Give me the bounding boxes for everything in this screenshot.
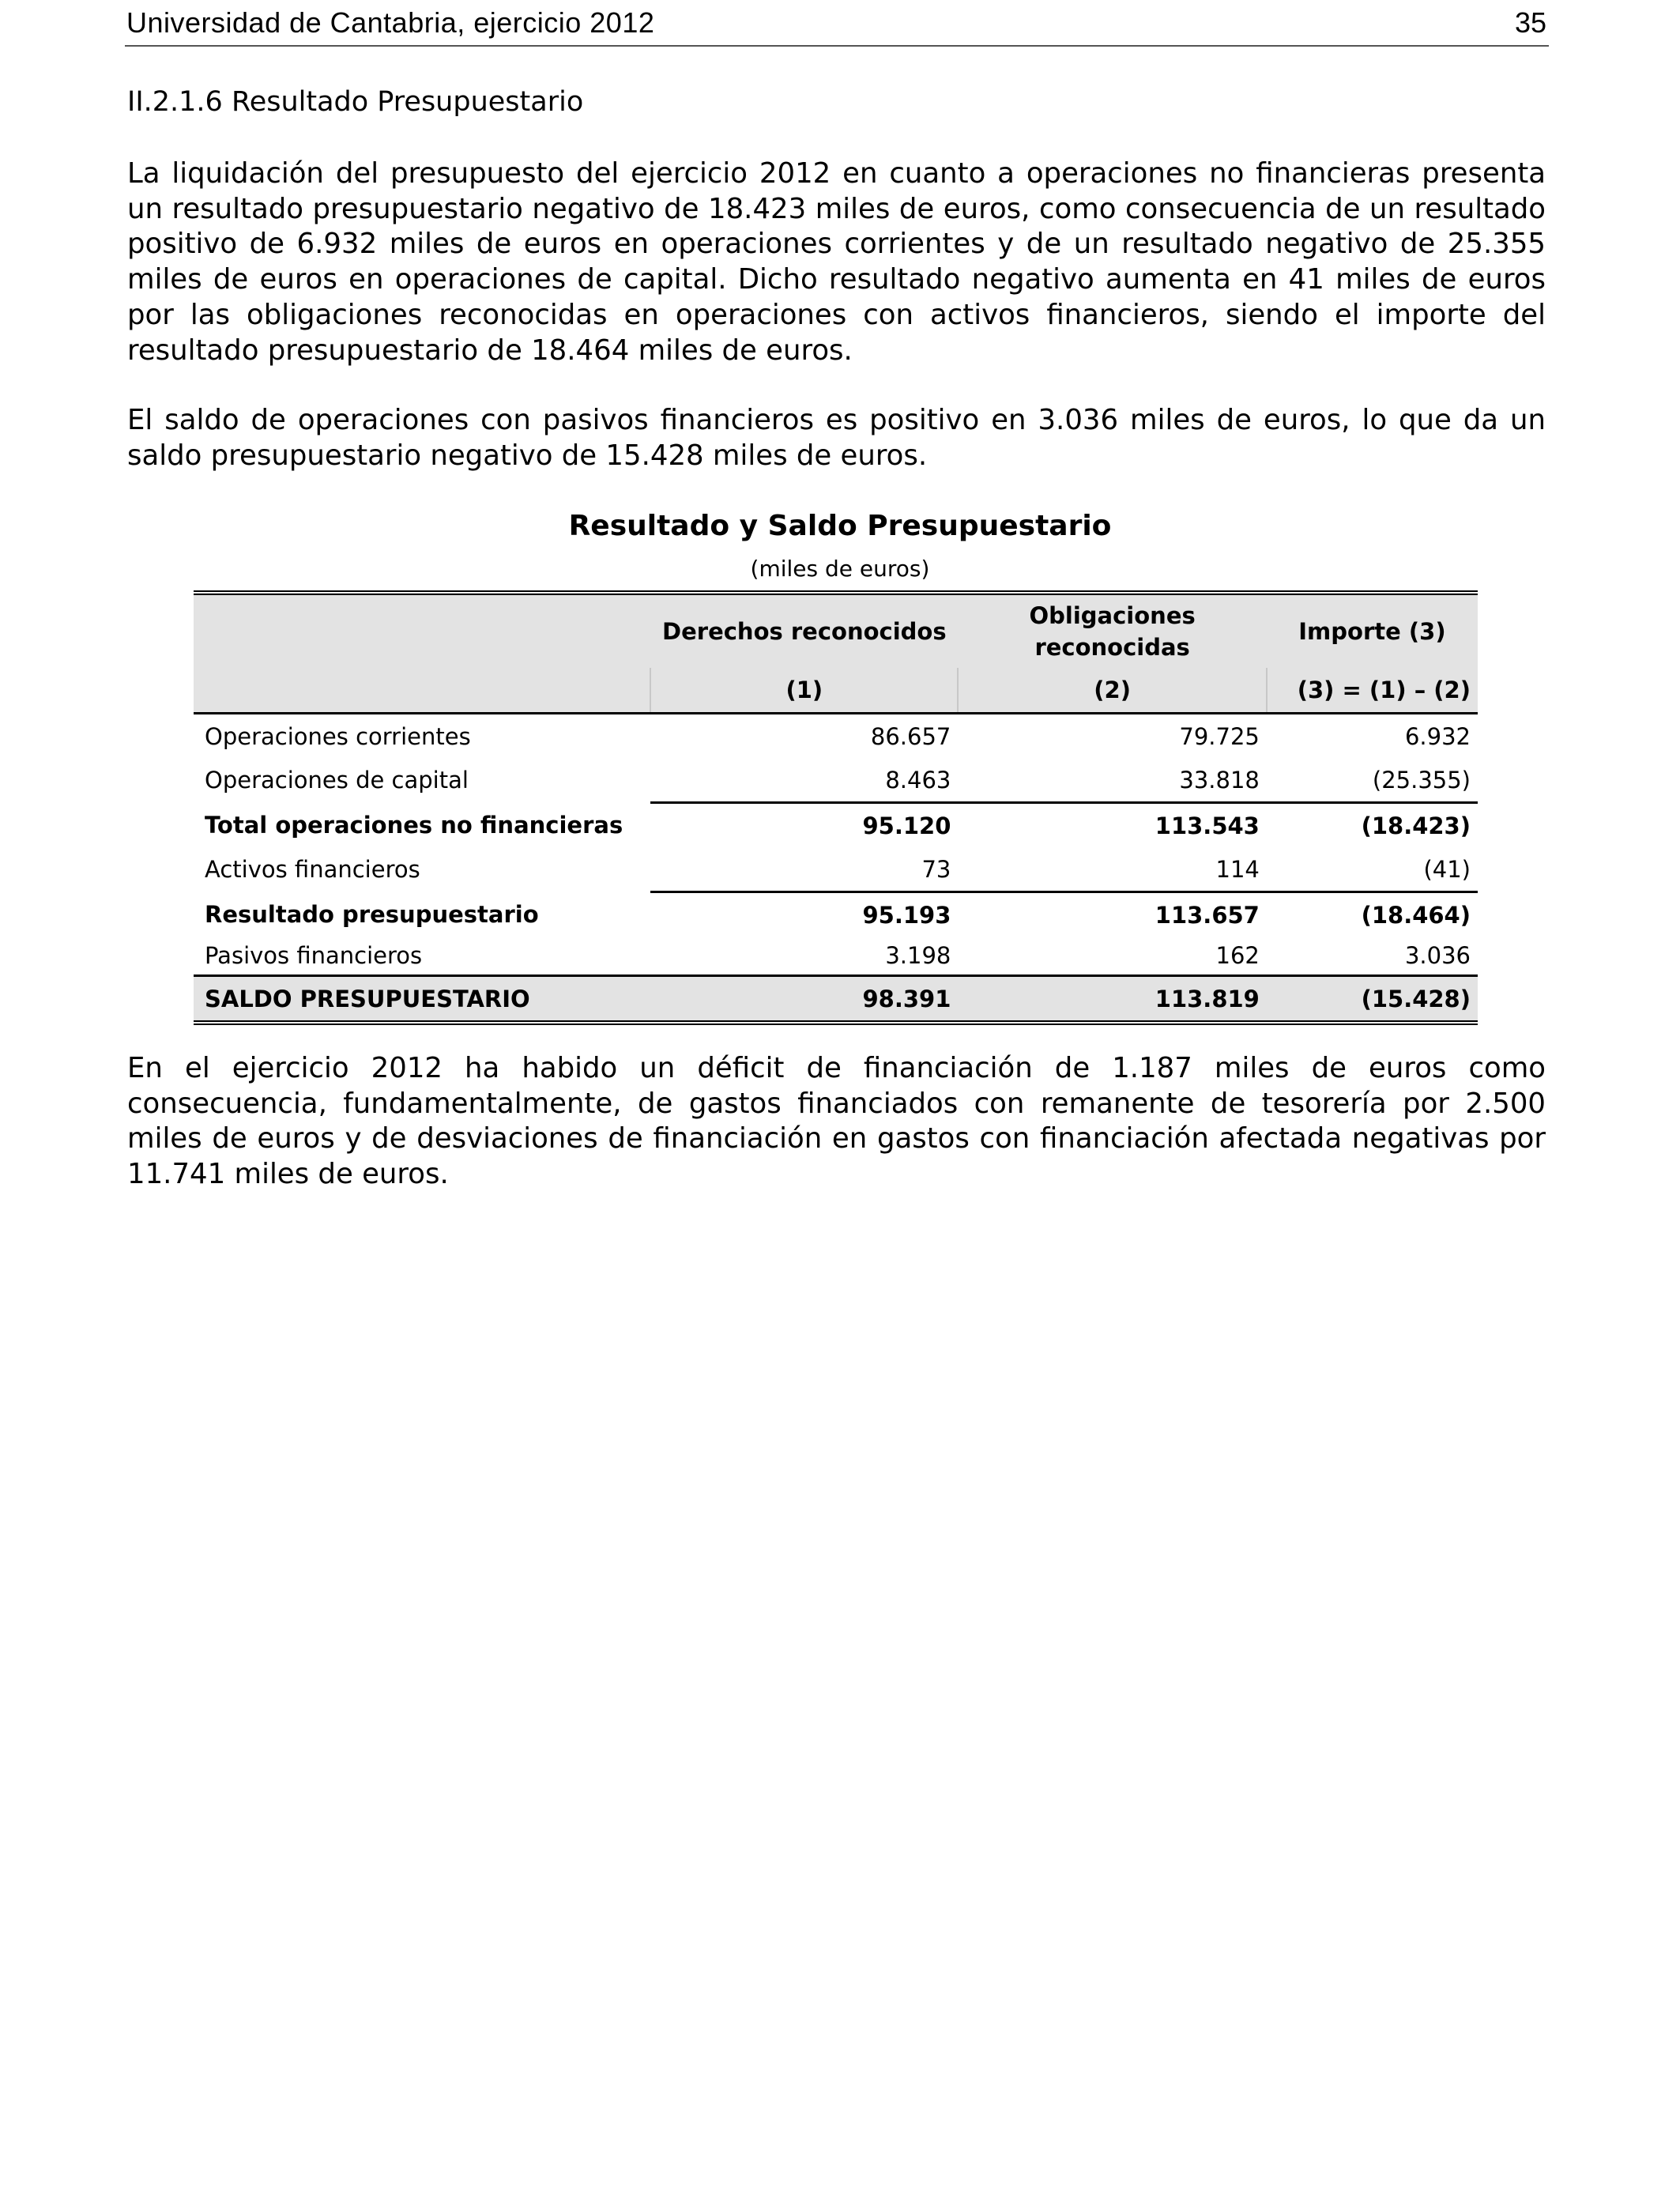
- cell-importe: (25.355): [1372, 766, 1471, 794]
- table-row-saldo: [194, 976, 1478, 1023]
- cell-obligaciones: 114: [1215, 855, 1260, 883]
- cell-obligaciones: 113.819: [958, 976, 1266, 1023]
- cell-obligaciones: 162: [1215, 942, 1260, 969]
- paragraph-deficit: En el ejercicio 2012 ha habido un déficit de financiación de 1.187 miles de euros como consecuencia, fundamentalmente, de gastos financiados con remanente de tesorería por 2.500 miles de euros y de desviaciones de financiación en gastos con financiación afectada negativas por 11.741 miles de euros.: [127, 1052, 1546, 1191]
- cell-importe: (15.428): [1267, 976, 1478, 1023]
- table-header-row: [194, 593, 1478, 668]
- cell-derechos: 95.193: [650, 892, 958, 937]
- cell-derechos: 73: [921, 855, 951, 883]
- table-subtitle: (miles de euros): [750, 556, 930, 582]
- row-label: Activos financieros: [205, 856, 420, 884]
- table-subheader-row: [194, 668, 1478, 714]
- paragraph-resultado: La liquidación del presupuesto del ejercicio 2012 en cuanto a operaciones no financieras presenta un resultado presupuestario negativo de 18.423 miles de euros, como consecuencia de un resultado positivo de 6.932 miles de euros en operaciones corrientes y de un resultado negativo de 25.355 miles de euros en operaciones de capital. Dicho resultado negativo aumenta en 41 miles de euros por las obligaciones reconocidas en operaciones con activos financieros, siendo el importe del resultado presupuestario de 18.464 miles de euros.: [127, 157, 1546, 367]
- table-row: [194, 847, 1478, 892]
- subheader-col2: (2): [958, 668, 1266, 714]
- budget-result-table: [194, 590, 1478, 1025]
- row-label: SALDO PRESUPUESTARIO: [194, 976, 650, 1023]
- cell-derechos: 98.391: [650, 976, 958, 1023]
- cell-importe: (41): [1423, 855, 1471, 883]
- row-label: Operaciones corrientes: [205, 722, 471, 750]
- header-importe: Importe (3): [1267, 593, 1478, 668]
- table-title: Resultado y Saldo Presupuestario: [568, 510, 1112, 542]
- cell-importe: 3.036: [1404, 942, 1471, 969]
- cell-importe: (18.464): [1267, 892, 1478, 937]
- paragraph-saldo: El saldo de operaciones con pasivos financieros es positivo en 3.036 miles de euros, lo que da un saldo presupuestario negativo de 15.428 miles de euros.: [127, 404, 1546, 472]
- cell-obligaciones: 79.725: [1179, 722, 1260, 750]
- page-number: 35: [1515, 6, 1547, 39]
- header-empty-cell: [194, 593, 650, 668]
- cell-derechos: 95.120: [650, 803, 958, 848]
- subheader-col1: (1): [650, 668, 958, 714]
- table-row: [194, 937, 1478, 976]
- table-row: [194, 714, 1478, 759]
- row-label: Pasivos financieros: [205, 942, 423, 969]
- header-rule: [125, 45, 1549, 47]
- table-row-total: [194, 803, 1478, 848]
- cell-importe: 6.932: [1404, 722, 1471, 750]
- table-row-total: [194, 892, 1478, 937]
- subheader-empty-cell: [194, 668, 650, 714]
- cell-importe: (18.423): [1267, 803, 1478, 848]
- cell-derechos: 3.198: [885, 942, 951, 969]
- cell-derechos: 8.463: [885, 766, 951, 794]
- table-row: [194, 758, 1478, 803]
- header-obligaciones: Obligaciones reconocidas: [958, 593, 1266, 668]
- row-label: Operaciones de capital: [205, 767, 469, 794]
- subheader-col3: (3) = (1) – (2): [1267, 668, 1478, 714]
- running-header-title: Universidad de Cantabria, ejercicio 2012: [126, 6, 655, 39]
- cell-derechos: 86.657: [870, 722, 951, 750]
- section-heading: II.2.1.6 Resultado Presupuestario: [127, 86, 584, 118]
- cell-obligaciones: 33.818: [1179, 766, 1260, 794]
- cell-obligaciones: 113.543: [958, 803, 1266, 848]
- row-label: Total operaciones no financieras: [205, 811, 623, 839]
- header-derechos: Derechos reconocidos: [650, 593, 958, 668]
- cell-obligaciones: 113.657: [958, 892, 1266, 937]
- row-label: Resultado presupuestario: [205, 900, 539, 928]
